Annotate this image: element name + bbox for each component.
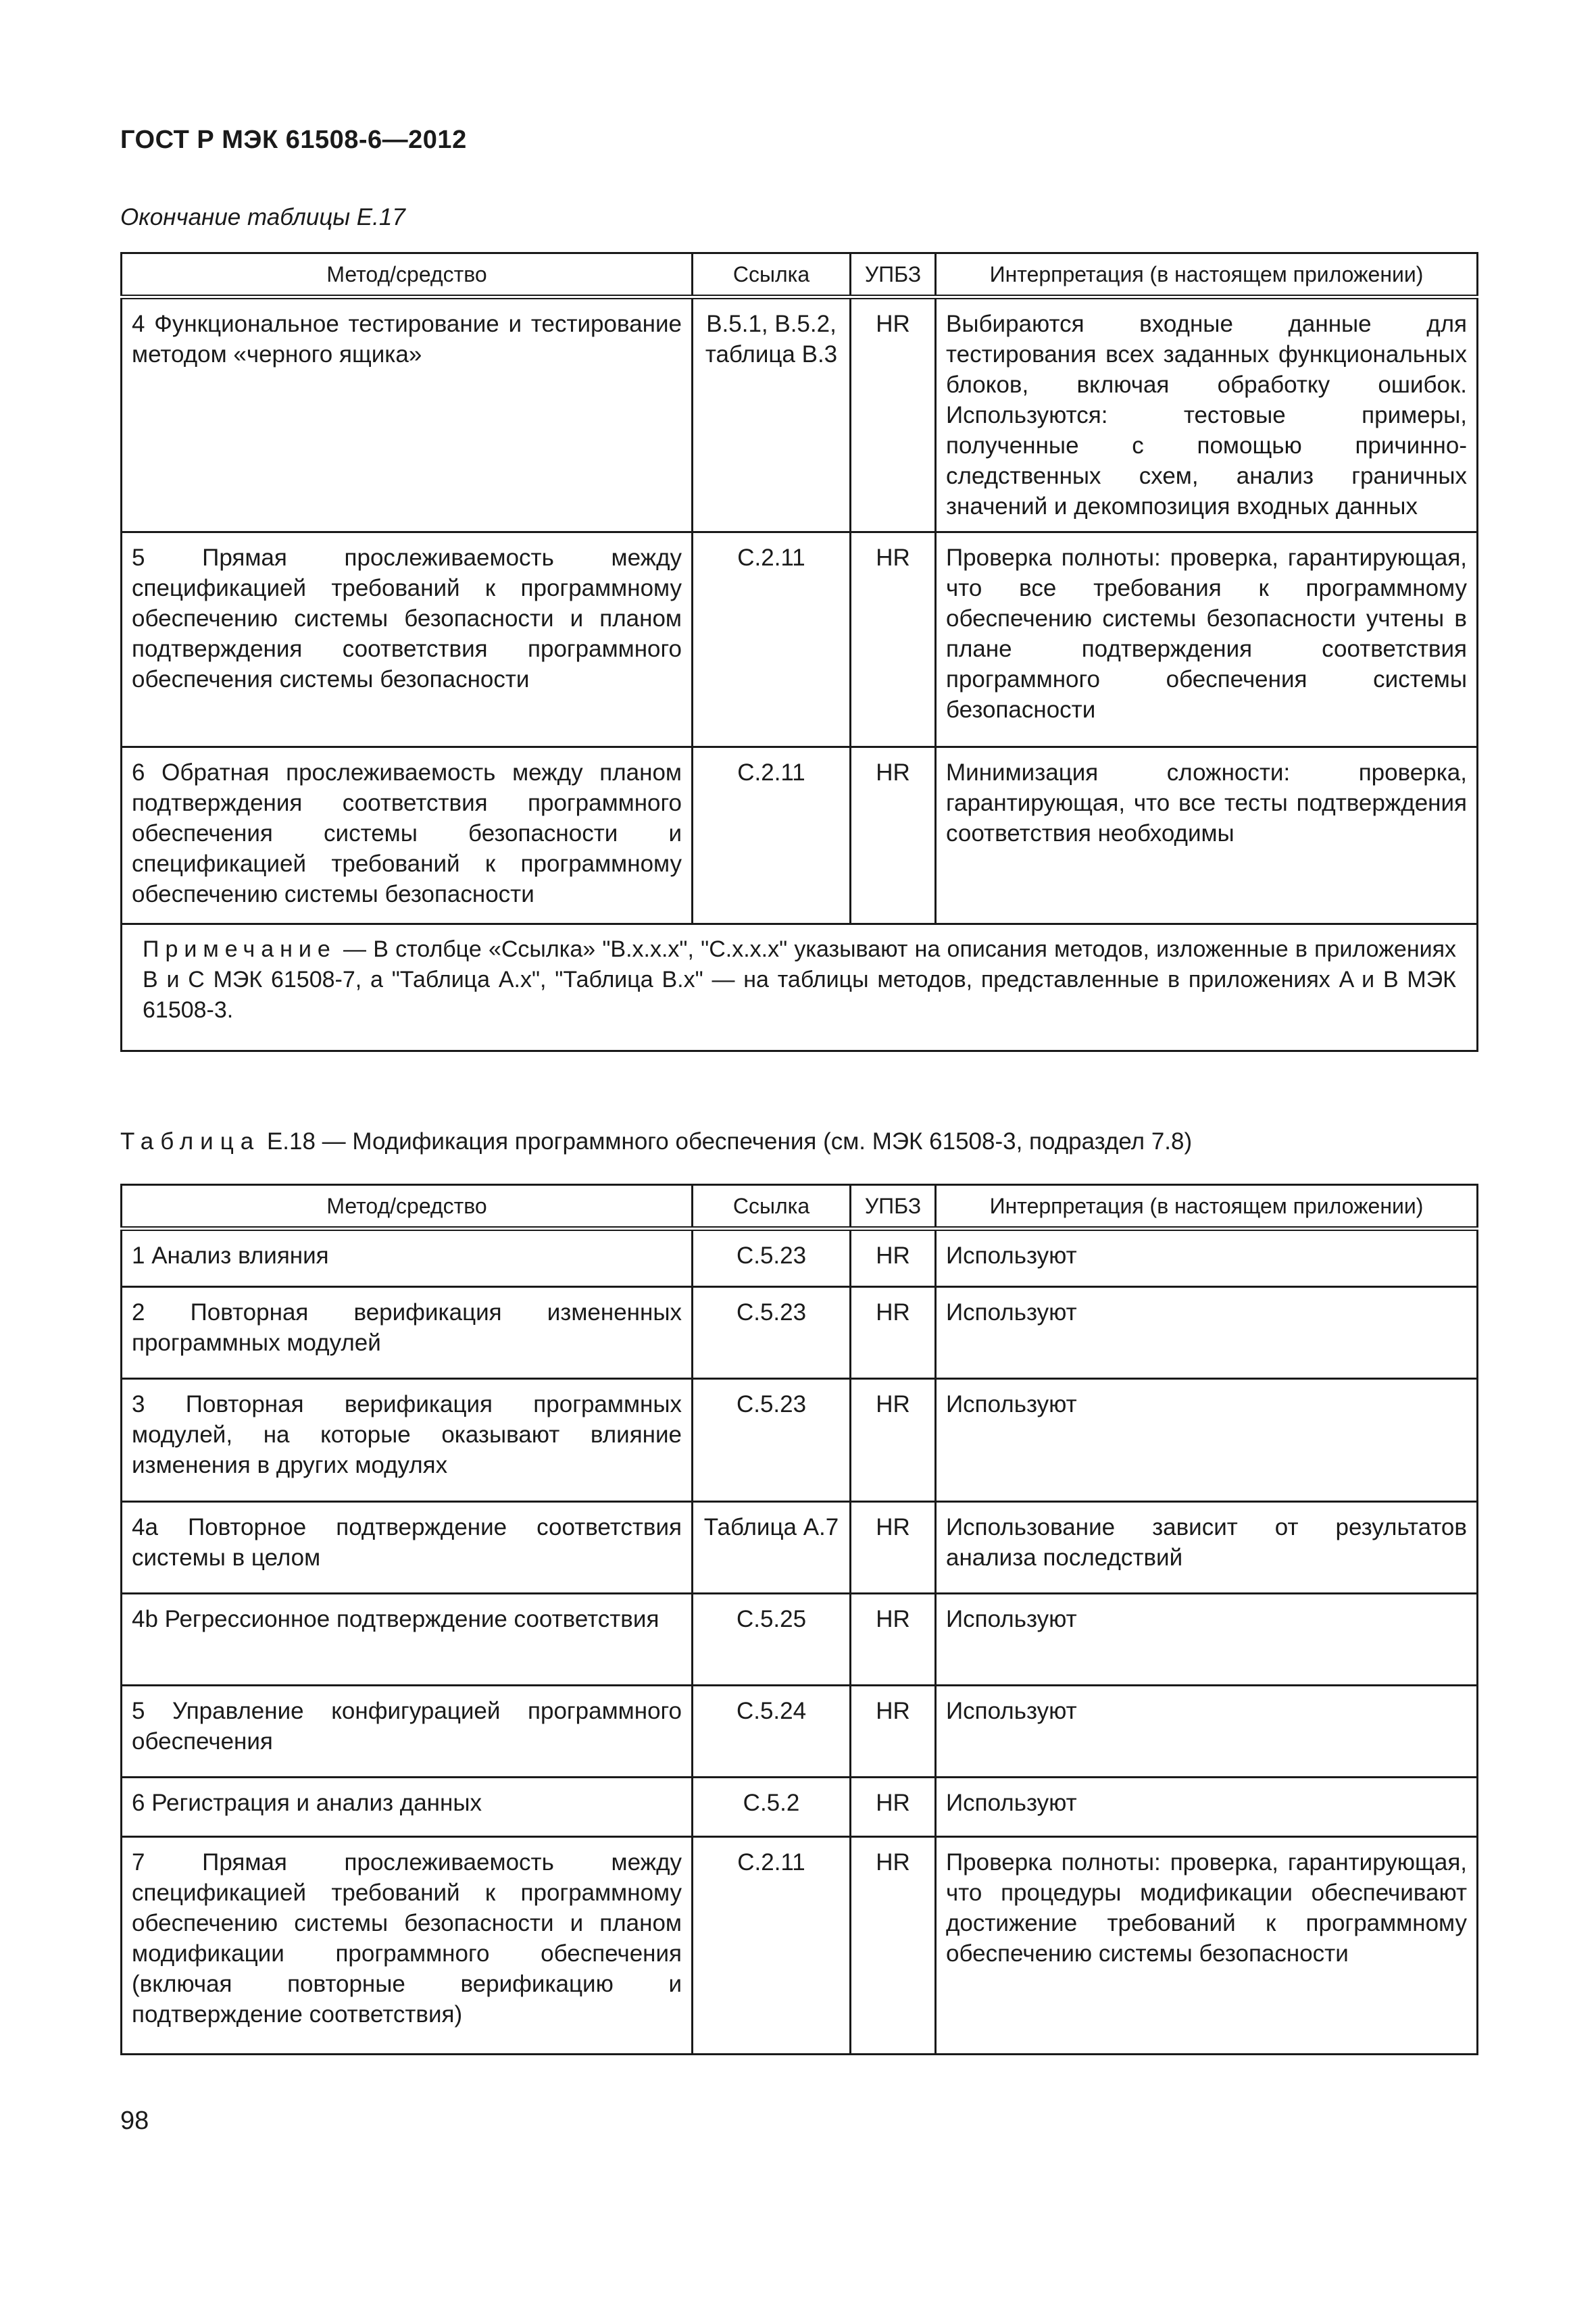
cell-method: 2 Повторная верификация измененных программных модулей <box>122 1287 693 1379</box>
cell-level: HR <box>851 1686 936 1778</box>
cell-ref: Таблица A.7 <box>693 1502 851 1594</box>
standard-title: ГОСТ Р МЭК 61508-6—2012 <box>120 126 467 154</box>
column-header-interpretation: Интерпретация (в настоящем приложении) <box>936 1185 1478 1229</box>
cell-interpretation: Используют <box>936 1229 1478 1287</box>
table-row <box>122 1837 1478 2055</box>
table-e17 <box>120 252 1478 1052</box>
table-row <box>122 1379 1478 1502</box>
cell-level: HR <box>851 1287 936 1379</box>
cell-level: HR <box>851 1502 936 1594</box>
table-header-row <box>122 253 1478 297</box>
table-row <box>122 1778 1478 1837</box>
table-note-row <box>122 924 1478 1051</box>
table-row <box>122 747 1478 924</box>
cell-level: HR <box>851 1229 936 1287</box>
cell-ref: C.2.11 <box>693 747 851 924</box>
table-row <box>122 1229 1478 1287</box>
cell-interpretation: Минимизация сложности: проверка, гарантирующая, что все тесты подтверждения соответствия необходимы <box>936 747 1478 924</box>
cell-ref: C.5.24 <box>693 1686 851 1778</box>
cell-ref: C.5.23 <box>693 1229 851 1287</box>
cell-level: HR <box>851 747 936 924</box>
cell-method: 1 Анализ влияния <box>122 1229 693 1287</box>
table-17-caption: Окончание таблицы E.17 <box>120 204 405 230</box>
page-number: 98 <box>120 2107 149 2135</box>
table-row <box>122 1594 1478 1686</box>
table-row <box>122 532 1478 747</box>
table-row <box>122 1502 1478 1594</box>
cell-method: 4a Повторное подтверждение соответствия системы в целом <box>122 1502 693 1594</box>
cell-method: 6 Регистрация и анализ данных <box>122 1778 693 1837</box>
cell-level: HR <box>851 1594 936 1686</box>
cell-method: 7 Прямая прослеживаемость между спецификацией требований к программному обеспечению системы безопасности и планом модификации программного обеспечения (включая повторные верификацию и подтверждение соответствия) <box>122 1837 693 2055</box>
column-header-level: УПБЗ <box>851 1185 936 1229</box>
column-header-interpretation: Интерпретация (в настоящем приложении) <box>936 253 1478 297</box>
table-18-caption-label: Таблица <box>120 1128 261 1155</box>
cell-ref: C.5.23 <box>693 1287 851 1379</box>
cell-level: HR <box>851 1778 936 1837</box>
cell-interpretation: Используют <box>936 1778 1478 1837</box>
note-text: — В столбце «Ссылка» "B.x.x.x", "C.x.x.x" указывают на описания методов, изложенные в приложениях B и C МЭК 61508-7, а "Таблица A.x", "Таблица B.x" — на таблицы методов, представленные в приложениях A и B МЭК 61508-3. <box>143 936 1456 1023</box>
cell-method: 6 Обратная прослеживаемость между планом подтверждения соответствия программного обеспечения системы безопасности и спецификацией требований к программному обеспечению системы безопасности <box>122 747 693 924</box>
column-header-method: Метод/средство <box>122 1185 693 1229</box>
cell-ref: C.2.11 <box>693 532 851 747</box>
cell-method: 5 Управление конфигурацией программного обеспечения <box>122 1686 693 1778</box>
note-label: Примечание <box>143 936 336 962</box>
table-row <box>122 1686 1478 1778</box>
column-header-level: УПБЗ <box>851 253 936 297</box>
cell-level: HR <box>851 1379 936 1502</box>
cell-interpretation: Использование зависит от результатов анализа последствий <box>936 1502 1478 1594</box>
table-e18 <box>120 1184 1478 2055</box>
cell-interpretation: Используют <box>936 1287 1478 1379</box>
cell-ref: C.2.11 <box>693 1837 851 2055</box>
cell-interpretation: Проверка полноты: проверка, гарантирующая, что все требования к программному обеспечению системы безопасности учтены в плане подтверждения соответствия программного обеспечения системы безопасности <box>936 532 1478 747</box>
cell-method: 3 Повторная верификация программных модулей, на которые оказывают влияние изменения в других модулях <box>122 1379 693 1502</box>
cell-interpretation: Используют <box>936 1686 1478 1778</box>
cell-method: 4b Регрессионное подтверждение соответствия <box>122 1594 693 1686</box>
table-18-caption <box>120 1128 1192 1155</box>
cell-interpretation: Выбираются входные данные для тестирования всех заданных функциональных блоков, включая обработку ошибок. Используются: тестовые примеры, полученные с помощью причинно-следственных схем, анализ граничных значений и декомпозиция входных данных <box>936 297 1478 532</box>
cell-ref: C.5.25 <box>693 1594 851 1686</box>
cell-method: 4 Функциональное тестирование и тестирование методом «черного ящика» <box>122 297 693 532</box>
table-row <box>122 297 1478 532</box>
table-row <box>122 1287 1478 1379</box>
cell-level: HR <box>851 532 936 747</box>
cell-ref: C.5.23 <box>693 1379 851 1502</box>
column-header-method: Метод/средство <box>122 253 693 297</box>
column-header-ref: Ссылка <box>693 1185 851 1229</box>
cell-interpretation: Проверка полноты: проверка, гарантирующая, что процедуры модификации обеспечивают достижение требований к программному обеспечению системы безопасности <box>936 1837 1478 2055</box>
cell-level: HR <box>851 297 936 532</box>
cell-ref: C.5.2 <box>693 1778 851 1837</box>
cell-method: 5 Прямая прослеживаемость между спецификацией требований к программному обеспечению системы безопасности и планом подтверждения соответствия программного обеспечения системы безопасности <box>122 532 693 747</box>
cell-ref: B.5.1, B.5.2, таблица B.3 <box>693 297 851 532</box>
table-18-caption-text: E.18 — Модификация программного обеспечения (см. МЭК 61508-3, подраздел 7.8) <box>260 1128 1193 1155</box>
table-header-row <box>122 1185 1478 1229</box>
cell-interpretation: Используют <box>936 1594 1478 1686</box>
column-header-ref: Ссылка <box>693 253 851 297</box>
cell-interpretation: Используют <box>936 1379 1478 1502</box>
table-note <box>122 924 1478 1051</box>
cell-level: HR <box>851 1837 936 2055</box>
